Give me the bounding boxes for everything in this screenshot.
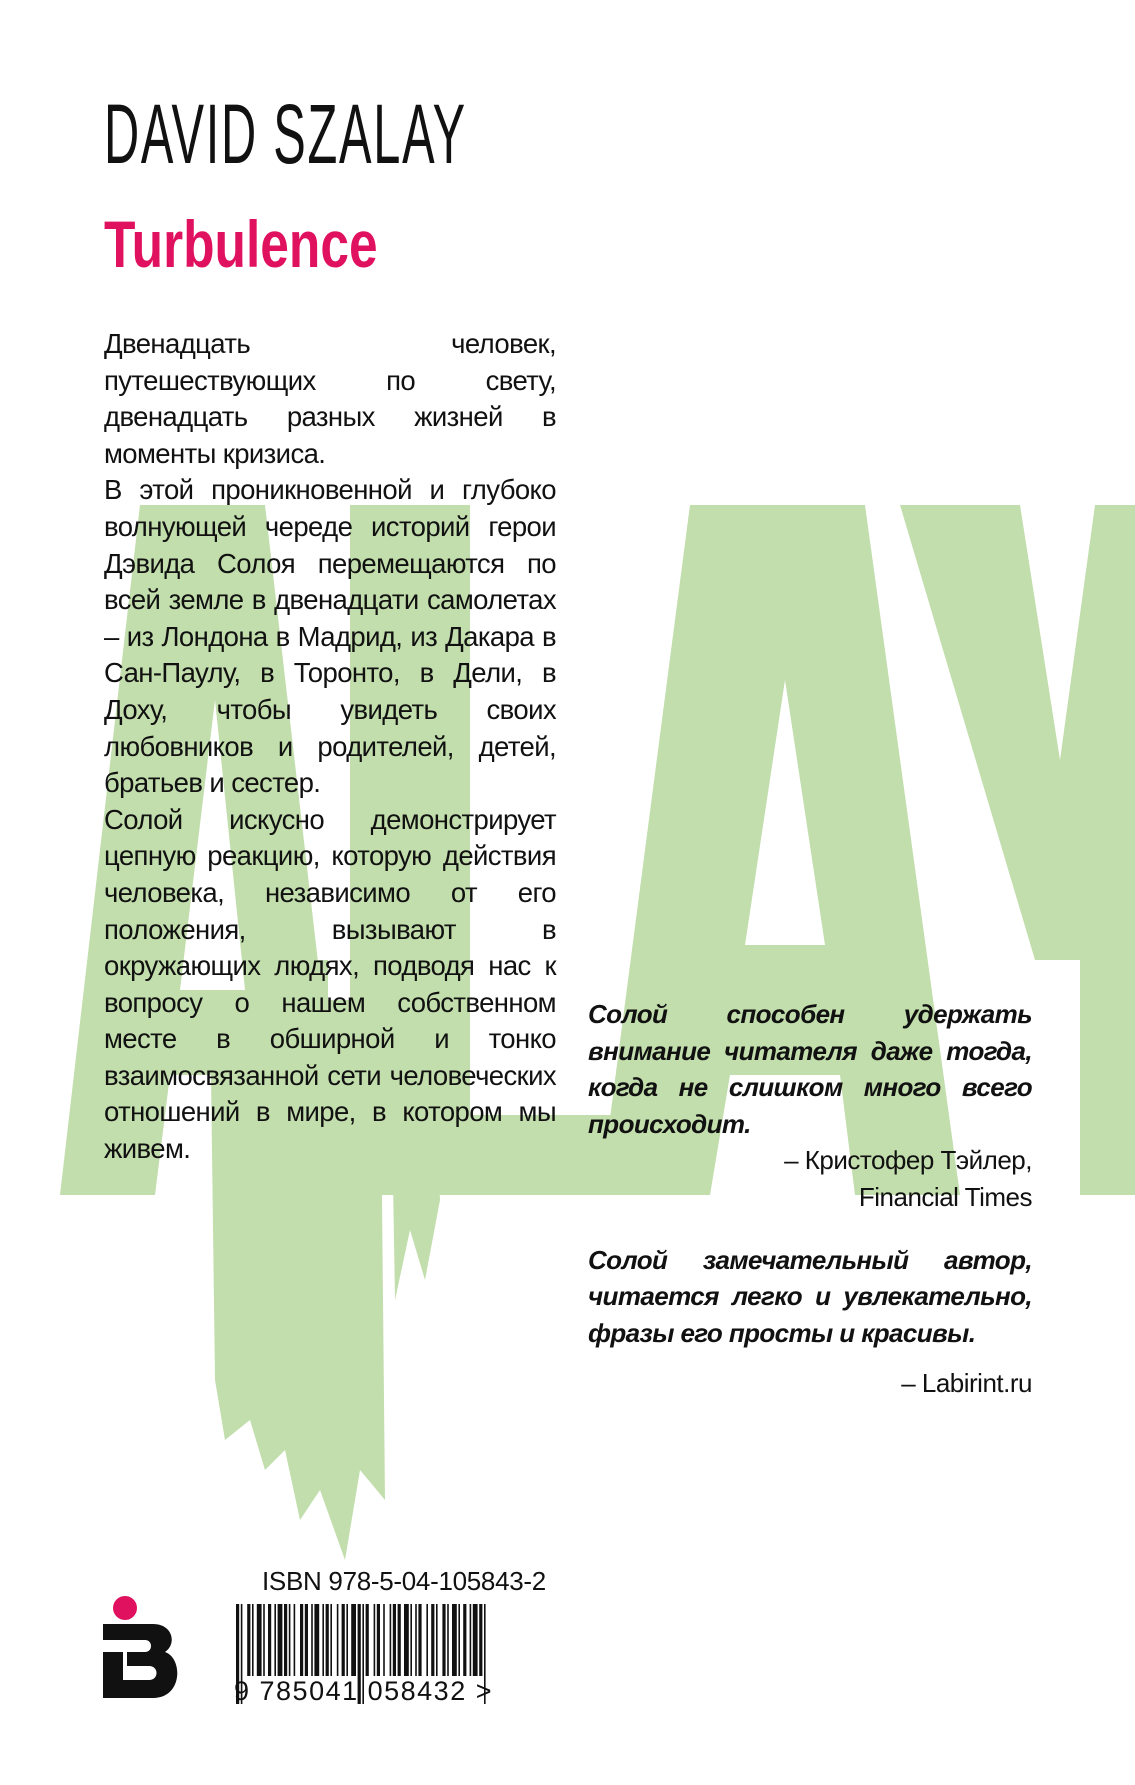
- isbn-label: ISBN 978-5-04-105843-2: [262, 1566, 546, 1596]
- barcode-bar: [470, 1604, 472, 1676]
- review-quote-source-publication: Financial Times: [858, 1181, 1032, 1212]
- barcode-bar: [415, 1604, 417, 1676]
- barcode-bar: [418, 1604, 421, 1676]
- review-quote-text: Солой замечательный автор, читается легко и увлекательно, фразы его просты и красивы.: [588, 1244, 1032, 1348]
- barcode-bar: [252, 1604, 254, 1676]
- barcode-bar: [330, 1604, 332, 1676]
- barcode-bar: [247, 1604, 250, 1676]
- barcode-bar: [314, 1604, 319, 1676]
- barcode-bar: [452, 1604, 457, 1676]
- barcode-bar: [479, 1604, 482, 1676]
- barcode-bar: [447, 1604, 449, 1676]
- barcode-bar: [322, 1604, 324, 1676]
- barcode-bar: [268, 1604, 271, 1676]
- barcode-bar: [473, 1604, 478, 1676]
- barcode-bar: [289, 1604, 291, 1676]
- description-paragraph: В этой проникновенной и глубоко волнующей череде историй герои Дэвида Солоя перемещаются по всей земле в двенадцати самолетах – из Лондона в Мадрид, из Дакара в Сан-Паулу, в Торонто, в Дели, в Доху, чтобы увидеть своих любовников и родителей, детей, братьев и сестер.: [104, 474, 556, 799]
- review-quote-text: Солой способен удержать внимание читателя даже тогда, когда не слишком много всего происходит.: [588, 999, 1032, 1139]
- barcode-bar: [393, 1604, 396, 1676]
- barcode-bar: [326, 1604, 329, 1676]
- barcode-bar: [284, 1604, 287, 1676]
- barcode-bar: [431, 1604, 434, 1676]
- barcode-bar: [366, 1604, 369, 1676]
- barcode-bar: [390, 1604, 392, 1676]
- barcode-bar: [436, 1604, 438, 1676]
- barcode-bar: [410, 1604, 412, 1676]
- barcode-bar: [383, 1604, 385, 1676]
- review-quote-source: – Кристофер Тэйлер,: [784, 1145, 1032, 1176]
- barcode-bar: [374, 1604, 376, 1676]
- book-title: Turbulence: [104, 207, 378, 281]
- barcode-digits: 9 785041 058432 >: [234, 1676, 493, 1706]
- publisher-b-logo: [103, 1594, 183, 1698]
- barcode-bar: [263, 1604, 265, 1676]
- book-description: [104, 326, 556, 1168]
- barcode-bar: [458, 1604, 460, 1676]
- barcode-bar: [346, 1604, 348, 1676]
- barcode-bar: [337, 1604, 339, 1676]
- barcode-bar: [300, 1604, 303, 1676]
- description-paragraph: Солой искусно демонстрирует цепную реакцию, которую действия человека, независимо от его положения, вызывают в окружающих людях, подводя нас к вопросу о нашем собственном месте в обширной и тонко взаимосвязанной сети человеческих отношений в мире, в котором мы живем.: [104, 803, 556, 1165]
- barcode-bar: [342, 1604, 345, 1676]
- barcode-bar: [398, 1604, 401, 1676]
- barcode-bar: [294, 1604, 296, 1676]
- barcode-bar: [257, 1604, 262, 1676]
- barcode-bar: [377, 1604, 380, 1676]
- barcode-bar: [311, 1604, 313, 1676]
- author-name: DAVID SZALAY: [104, 87, 467, 181]
- barcode-bar: [463, 1604, 466, 1676]
- barcode-bar: [305, 1604, 308, 1676]
- barcode-bar: [278, 1604, 283, 1676]
- review-quotes: [588, 996, 1032, 1402]
- review-quote-source: – Labirint.ru: [901, 1368, 1032, 1399]
- description-paragraph: Двенадцать человек, путешествующих по свету, двенадцать разных жизней в моменты кризиса.: [104, 328, 556, 469]
- barcode-bar: [442, 1604, 445, 1676]
- barcode-bar: [426, 1604, 428, 1676]
- barcode-bar: [351, 1604, 356, 1676]
- barcode-bar: [404, 1604, 409, 1676]
- barcode-bar: [274, 1604, 276, 1676]
